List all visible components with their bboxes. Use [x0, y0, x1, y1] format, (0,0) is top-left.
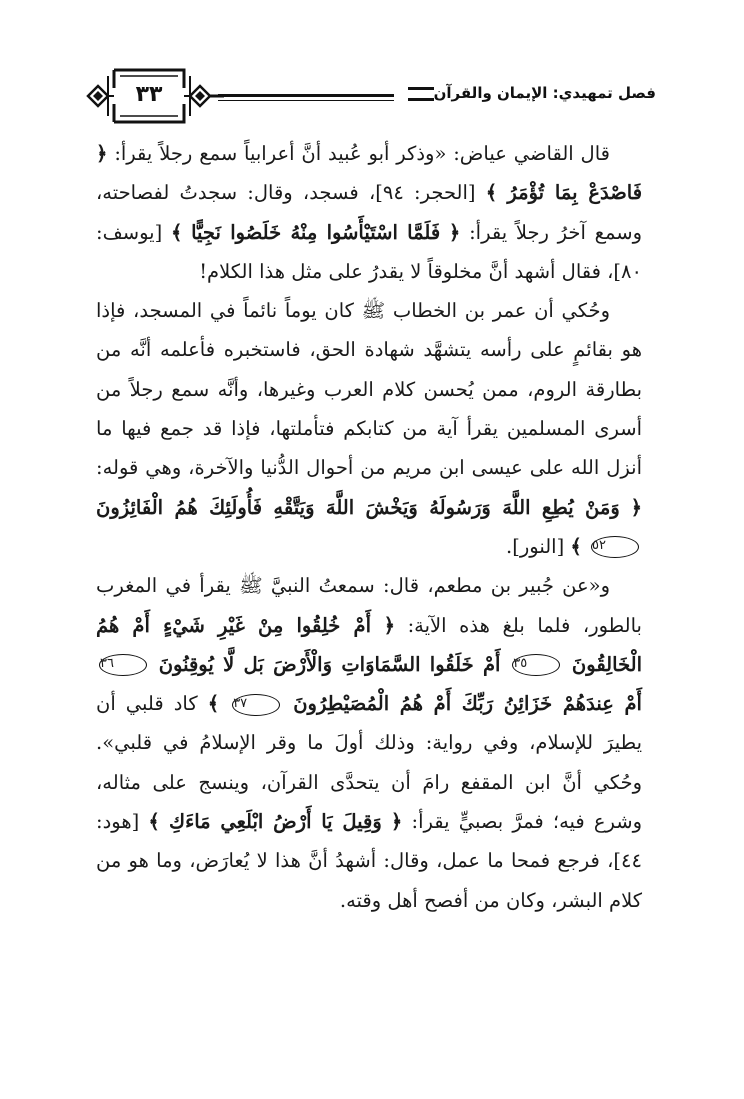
text-run: [هود: ٤٤]، فرجع فمحا ما عمل، وقال: أشهدُ أنَّ هذا لا يُعارَض، وما هو من كلام البشر، وكان من أفصح أهل وقته. [96, 810, 642, 912]
ayah-number: ٥٢ [591, 536, 639, 558]
quran-bracket: ﴾ [170, 220, 183, 244]
quran-verse: وَقِيلَ يَا أَرْضُ ابْلَعِي مَاءَكِ [169, 810, 382, 834]
quran-bracket: ﴿ [448, 220, 461, 244]
quran-verse: فَاصْدَعْ بِمَا تُؤْمَرُ [507, 181, 643, 205]
text-run: [الحجر: ٩٤]، فسجد، وقال: سجدتُ لفصاحته، وسمع آخرُ رجلاً يقرأ: [96, 181, 643, 244]
text-run: و«عن جُبير بن مطعم، قال: سمعتُ النبيَّ ﷺ يقرأ في المغرب بالطور، فلما بلغ هذه الآية: [96, 574, 642, 637]
quran-verse: فَلَمَّا اسْتَيْأَسُوا مِنْهُ خَلَصُوا نَجِيًّا [191, 220, 441, 244]
text-run: كاد قلبي أن يطيرَ للإسلام، وفي رواية: وذلك أولَ ما وقر الإسلامُ في قلبي». وحُكي أنَّ ابن المقفع رامَ أن يتحدَّى القرآن، وينسج على مثاله، وشرع فيه؛ فمرَّ بصبيٍّ يقرأ: [96, 692, 643, 834]
quran-bracket: ﴿ [96, 142, 108, 165]
quran-bracket: ﴾ [207, 692, 220, 716]
quran-bracket: ﴿ [383, 613, 396, 637]
paragraph [96, 566, 642, 920]
ayah-number: ٣٧ [232, 694, 280, 716]
ayah-number: ٣٥ [512, 654, 560, 676]
text-run: [النور]. [506, 534, 565, 558]
quran-verse: أَمْ عِندَهُمْ خَزَائِنُ رَبِّكَ أَمْ هُمُ الْمُصَيْطِرُونَ [293, 692, 642, 716]
quran-bracket: ﴿ [630, 495, 642, 519]
quran-verse: أَمْ خَلَقُوا السَّمَاوَاتِ وَالْأَرْضَ بَل لَّا يُوقِنُونَ [158, 652, 501, 676]
page-number: ٣٣ [135, 82, 163, 107]
body-text [96, 134, 642, 920]
quran-bracket: ﴾ [485, 181, 498, 205]
quran-verse: أَمْ خُلِقُوا مِنْ غَيْرِ شَيْءٍ أَمْ هُمُ الْخَالِقُونَ [96, 613, 643, 676]
quran-bracket: ﴾ [148, 810, 160, 834]
quran-bracket: ﴿ [390, 810, 403, 834]
text-run: وحُكي أن عمر بن الخطاب ﷺ كان يوماً نائماً في المسجد، فإذا هو بقائمٍ على رأسه يتشهَّد شهادة الحق، فاستخبره فأعلمه أنَّه من بطارقة الروم، ممن يُحسن كلام العرب وغيرها، وأنَّه سمع رجلاً من أسرى المسلمين يقرأ آية من كتابكم فتأملتها، فإذا قد جمع فيها ما أنزل الله على عيسى ابن مريم من أحوال الدُّنيا والآخرة، وهي قوله: [96, 299, 642, 480]
paragraph [96, 291, 642, 566]
quran-bracket: ﴾ [570, 534, 582, 558]
page-header [84, 66, 656, 126]
paragraph [96, 134, 642, 291]
title-bar-icon [408, 87, 434, 101]
running-title [394, 80, 656, 106]
text-run: [يوسف: ٨٠]، فقال أشهد أنَّ مخلوقاً لا يقدرُ على مثل هذا الكلام! [96, 220, 642, 283]
text-run: قال القاضي عياض: «وذكر أبو عُبيد أنَّ أعرابياً سمع رجلاً يقرأ: [114, 142, 610, 165]
ayah-number: ٣٦ [99, 654, 147, 676]
quran-verse: وَمَنْ يُطِعِ اللَّهَ وَرَسُولَهُ وَيَخْشَ اللَّهَ وَيَتَّقْهِ فَأُولَئِكَ هُمُ الْفَائِزُونَ [96, 495, 620, 519]
running-title-text: فصل تمهيدي: الإيمان والقرآن [433, 84, 656, 102]
